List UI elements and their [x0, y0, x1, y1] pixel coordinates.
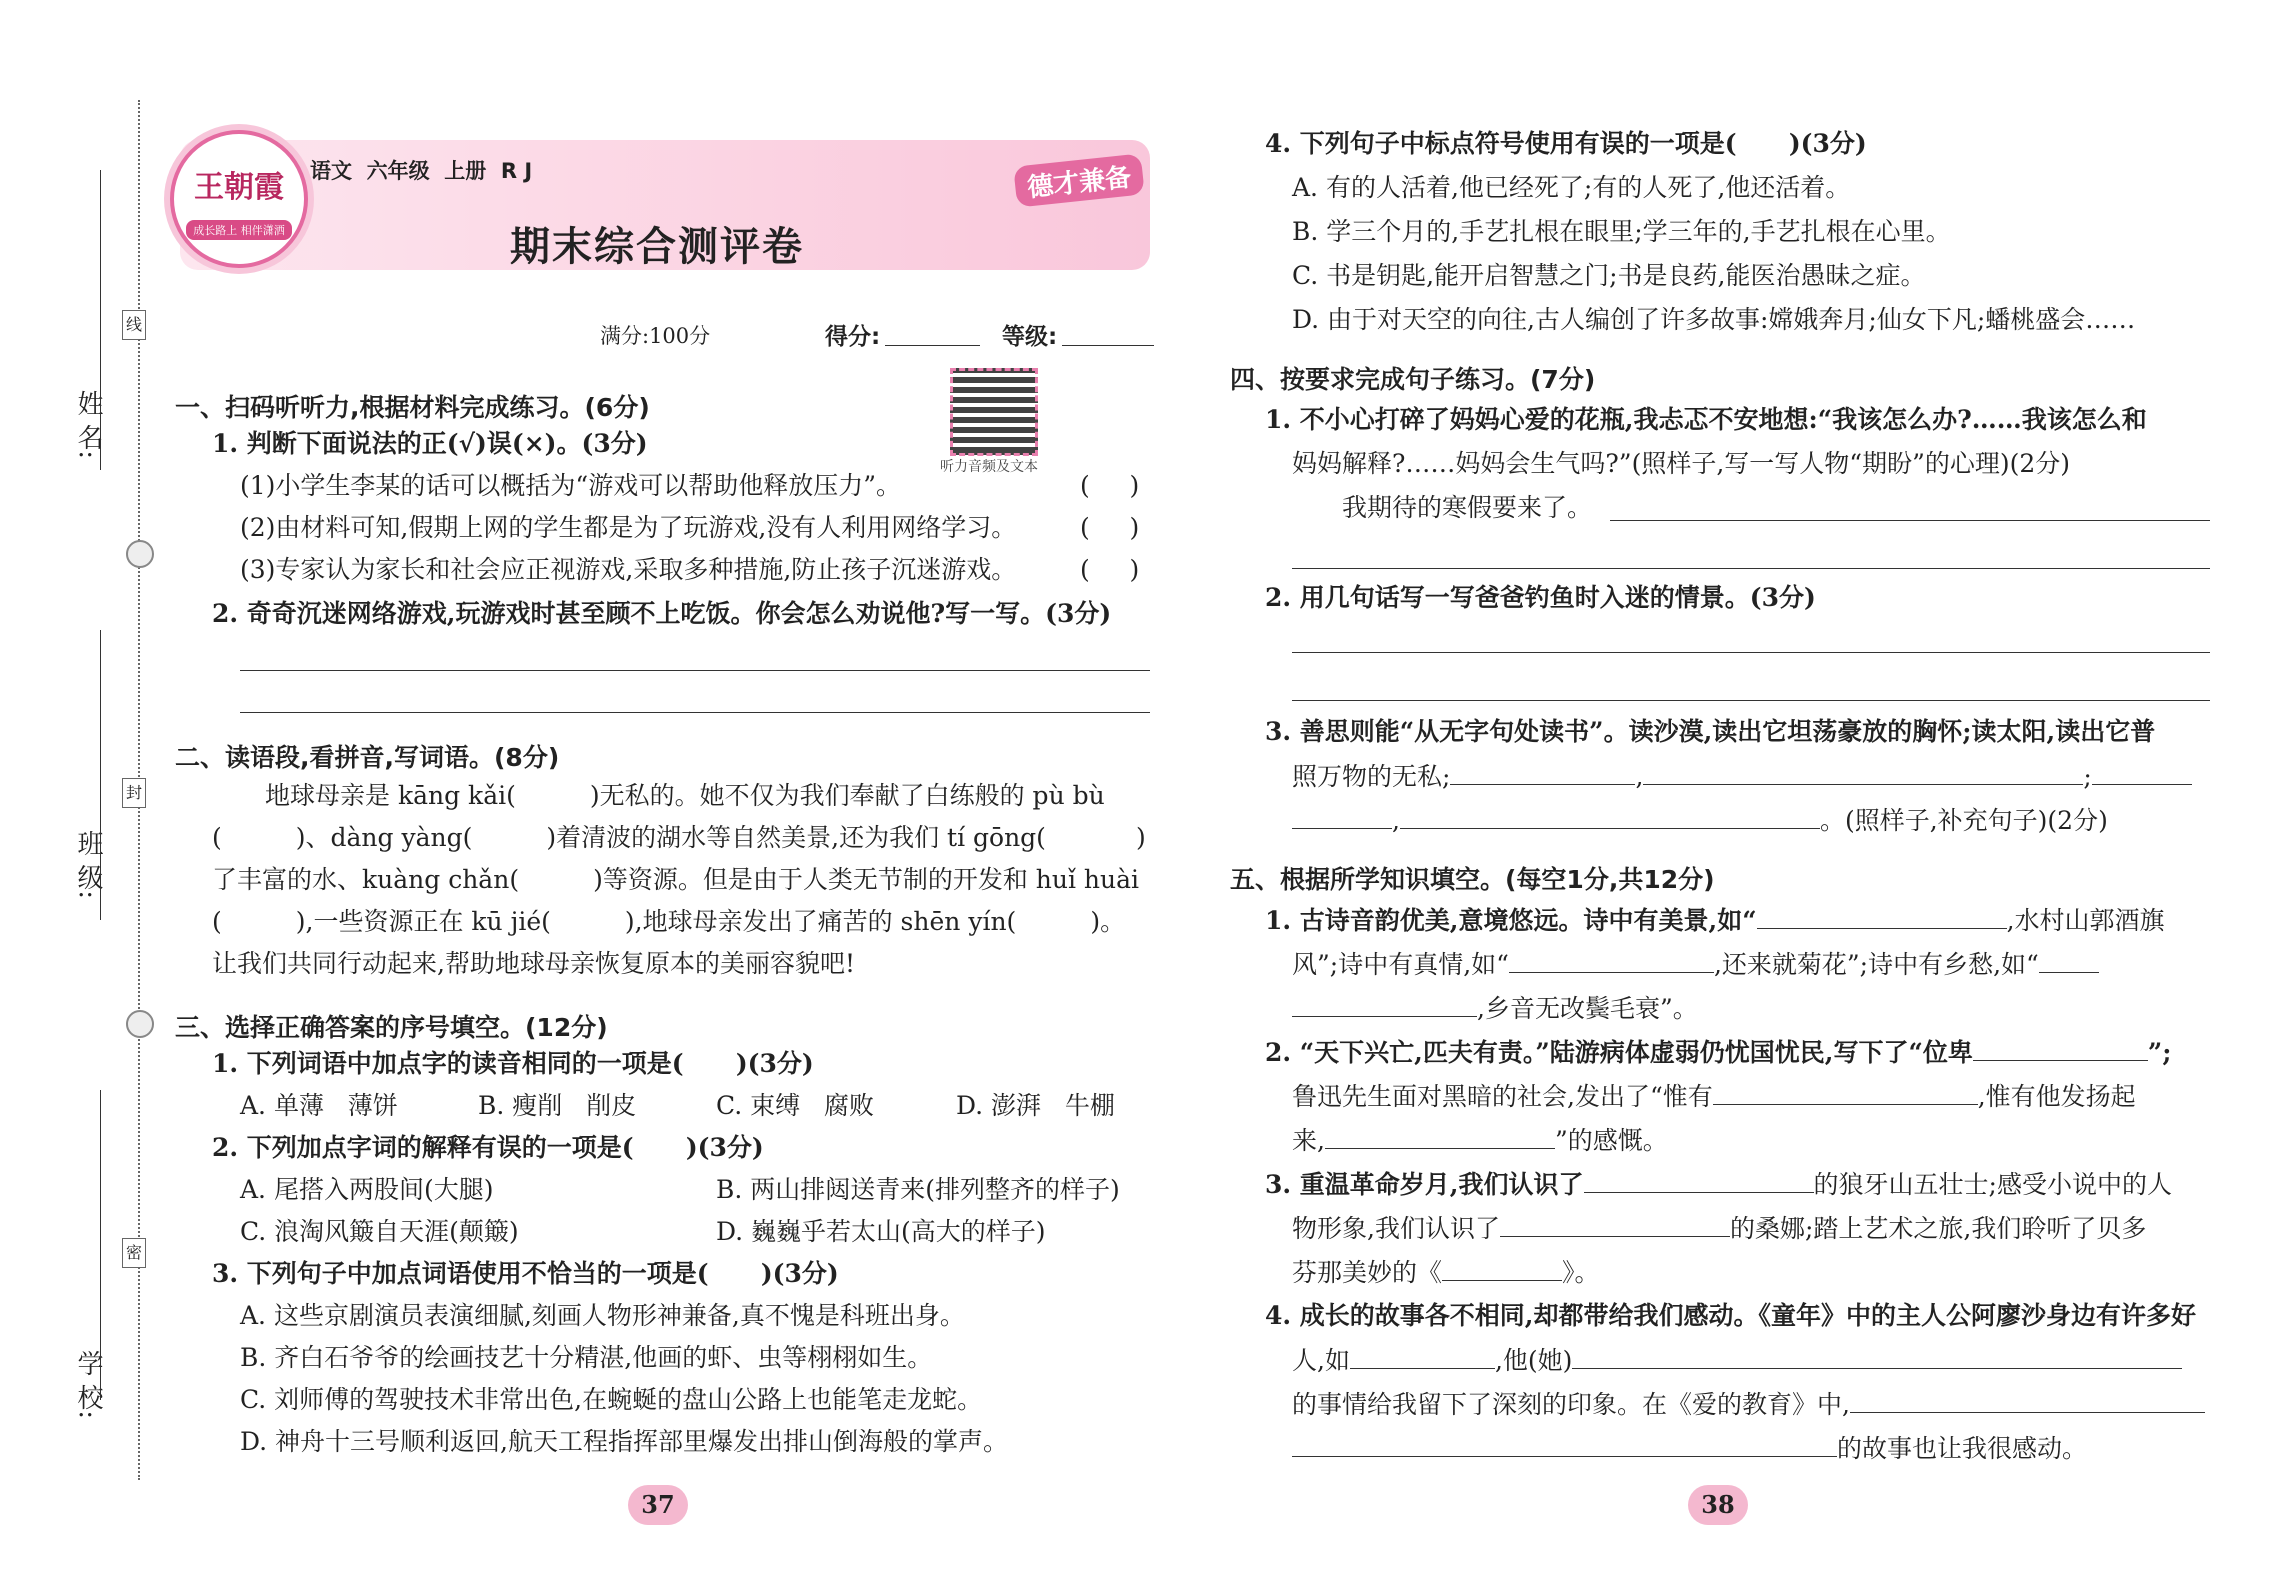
s5-blank[interactable] [1509, 948, 1714, 973]
s3-q3: 3. 下列句子中加点词语使用不恰当的一项是( )(3分) [212, 1259, 839, 1288]
s5-blank[interactable] [1500, 1212, 1730, 1237]
s5-q2-line-2 [1292, 1080, 2136, 1113]
s2-line-3 [212, 864, 1139, 896]
logo-motto: 成长路上 相伴潇洒 [186, 220, 292, 240]
class-line [100, 630, 101, 920]
s5-text: 来, [1292, 1126, 1325, 1155]
s1-answer-paren-2[interactable]: ( ) [1080, 513, 1140, 542]
grade-field[interactable] [1062, 345, 1154, 346]
section-3-title: 三、选择正确答案的序号填空。(12分) [175, 1013, 608, 1042]
s5-text: ”; [2147, 1038, 2172, 1067]
s5-q1-line-3 [1292, 992, 1698, 1025]
s3-q2-opt-d[interactable]: D. 巍巍乎若太山(高大的样子) [716, 1217, 1046, 1246]
s3-q4-opt-a[interactable]: A. 有的人活着,他已经死了;有的人死了,他还活着。 [1292, 173, 1851, 202]
s3-q3-opt-a[interactable]: A. 这些京剧演员表演细腻,刻画人物形神兼备,真不愧是科班出身。 [240, 1301, 965, 1330]
s2-line-1 [265, 780, 1105, 812]
s5-q1-line-2 [1292, 948, 2099, 981]
page-number-right: 38 [1688, 1485, 1748, 1525]
binding-hole-icon [126, 1010, 154, 1038]
school-line [100, 1090, 101, 1400]
section-4-title: 四、按要求完成句子练习。(7分) [1230, 365, 1596, 394]
s3-q2-opt-c[interactable]: C. 浪淘风簸自天涯(颠簸) [240, 1217, 519, 1246]
s5-text: ,还来就菊花”;诗中有乡愁,如“ [1713, 950, 2039, 979]
s4-text: , [1635, 762, 1644, 791]
s5-q2-line-3 [1292, 1124, 1668, 1157]
s2-text: )、dàng yàng( [295, 823, 473, 852]
s4-q2: 2. 用几句话写一写爸爸钓鱼时入迷的情景。(3分) [1265, 583, 1816, 612]
s5-q3-line-2 [1292, 1212, 2146, 1245]
s2-text: ),地球母亲发出了痛苦的 shēn yín( [624, 907, 1017, 936]
s3-q3-opt-d[interactable]: D. 神舟十三号顺利返回,航天工程指挥部里爆发出排山倒海般的掌声。 [240, 1427, 1008, 1456]
s2-text: )无私的。她不仅为我们奉献了白练般的 pù bù [589, 781, 1105, 810]
grade-label: 等级: [1002, 324, 1058, 350]
s4-q3-blank[interactable] [2092, 760, 2192, 785]
s4-q3-blank[interactable] [1643, 760, 2083, 785]
s4-q1-line-3: 我期待的寒假要来了。 [1342, 493, 1593, 522]
s5-text: 的桑娜;踏上艺术之旅,我们聆听了贝多 [1729, 1214, 2147, 1243]
seal-mi-box: 密 [122, 1238, 146, 1268]
s3-q1: 1. 下列词语中加点字的读音相同的一项是( )(3分) [212, 1049, 814, 1078]
section-2-title: 二、读语段,看拼音,写词语。(8分) [175, 743, 560, 772]
s1-q1: 1. 判断下面说法的正(√)误(×)。(3分) [212, 429, 648, 458]
s1-answer-paren-1[interactable]: ( ) [1080, 471, 1140, 500]
s5-text: 的故事也让我很感动。 [1837, 1434, 2088, 1463]
s2-text: ) [1135, 823, 1146, 852]
qr-caption: 听力音频及文本 [940, 459, 1038, 475]
s5-q4-line-2 [1292, 1344, 2182, 1377]
s1-q2-answer-line-2[interactable] [240, 712, 1150, 713]
s1-item-1: (1)小学生李某的话可以概括为“游戏可以帮助他释放压力”。 [240, 471, 901, 500]
s2-text: 了丰富的水、kuàng chǎn( [212, 865, 520, 894]
s3-q2-opt-a[interactable]: A. 尾搭入两股间(大腿) [240, 1175, 494, 1204]
seal-line-box: 线 [122, 310, 146, 340]
s2-text: )等资源。但是由于人类无节制的开发和 huǐ huài [593, 865, 1140, 894]
s5-text: 物形象,我们认识了 [1292, 1214, 1500, 1243]
s1-answer-paren-3[interactable]: ( ) [1080, 555, 1140, 584]
s4-q1-answer-line-2[interactable] [1292, 568, 2210, 569]
s5-blank[interactable] [1572, 1344, 2182, 1369]
s3-q1-opt-b[interactable]: B. 瘦削 削皮 [478, 1091, 637, 1120]
s4-q1-answer-line-1[interactable] [1610, 520, 2210, 521]
s4-text: , [1392, 806, 1400, 835]
s4-q3-line-3 [1292, 804, 2108, 837]
binding-hole-icon [126, 540, 154, 568]
s2-text: ( [212, 823, 222, 852]
s2-line-4 [212, 906, 1125, 938]
s5-q3-line-1 [1265, 1168, 2172, 1201]
logo-text: 王朝霞 [194, 170, 284, 205]
s3-q4-opt-c[interactable]: C. 书是钥匙,能开启智慧之门;书是良药,能医治愚昧之症。 [1292, 261, 1926, 290]
s5-blank[interactable] [1325, 1124, 1555, 1149]
s5-text: 1. 古诗音韵优美,意境悠远。诗中有美景,如“ [1265, 906, 1757, 935]
s5-blank[interactable] [1584, 1168, 1814, 1193]
s5-text: ,他(她) [1494, 1346, 1573, 1375]
s5-text: ”的感慨。 [1554, 1126, 1668, 1155]
section-1-title: 一、扫码听听力,根据材料完成练习。(6分) [175, 393, 650, 422]
s5-text: ,乡音无改鬓毛衰”。 [1477, 994, 1698, 1023]
s5-blank[interactable] [1350, 1344, 1495, 1369]
s5-text: 3. 重温革命岁月,我们认识了 [1265, 1170, 1584, 1199]
s1-item-3: (3)专家认为家长和社会应正视游戏,采取多种措施,防止孩子沉迷游戏。 [240, 555, 1017, 584]
section-5-title: 五、根据所学知识填空。(每空1分,共12分) [1230, 865, 1715, 894]
s4-text: ; [2083, 762, 2092, 791]
s4-q1-line-2: 妈妈解释?……妈妈会生气吗?”(照样子,写一写人物“期盼”的心理)(2分) [1292, 449, 2071, 478]
s5-text: 人,如 [1292, 1346, 1350, 1375]
s3-q1-opt-d[interactable]: D. 澎湃 牛棚 [956, 1091, 1115, 1120]
s5-blank[interactable] [1757, 904, 2007, 929]
s3-q2: 2. 下列加点字词的解释有误的一项是( )(3分) [212, 1133, 764, 1162]
s2-text: ( [212, 907, 222, 936]
s2-line-2 [212, 822, 1146, 854]
s5-text: 的狼牙山五壮士;感受小说中的人 [1813, 1170, 2172, 1199]
s3-q1-opt-c[interactable]: C. 束缚 腐败 [716, 1091, 874, 1120]
s3-q1-opt-a[interactable]: A. 单薄 薄饼 [240, 1091, 398, 1120]
s4-q3-line-2 [1292, 760, 2192, 793]
name-label: 姓 名: [73, 390, 103, 460]
s5-blank[interactable] [1442, 1256, 1562, 1281]
s5-text: 鲁迅先生面对黑暗的社会,发出了“惟有 [1292, 1082, 1713, 1111]
s5-q3-line-3 [1292, 1256, 1600, 1289]
s4-q3-blank[interactable] [1450, 760, 1635, 785]
s3-q4-opt-b[interactable]: B. 学三个月的,手艺扎根在眼里;学三年的,手艺扎根在心里。 [1292, 217, 1951, 246]
s3-q3-opt-b[interactable]: B. 齐白石爷爷的绘画技艺十分精湛,他画的虾、虫等栩栩如生。 [240, 1343, 933, 1372]
s4-q2-answer-line-2[interactable] [1292, 700, 2210, 701]
s3-q3-opt-c[interactable]: C. 刘师傅的驾驶技术非常出色,在蜿蜒的盘山公路上也能笔走龙蛇。 [240, 1385, 983, 1414]
s5-text: ,惟有他发扬起 [1977, 1082, 2136, 1111]
page-number-left: 37 [628, 1485, 688, 1525]
s2-text: )着清波的湖水等自然美景,还为我们 tí gōng( [546, 823, 1046, 852]
s5-blank[interactable] [1850, 1388, 2205, 1413]
s5-text: 的事情给我留下了深刻的印象。在《爱的教育》中, [1292, 1390, 1850, 1419]
s5-q1-line-1 [1265, 904, 2165, 937]
s4-text: 。(照样子,补充句子)(2分) [1819, 806, 2108, 835]
s5-blank[interactable] [1292, 1432, 1837, 1457]
s1-q2: 2. 奇奇沉迷网络游戏,玩游戏时甚至顾不上吃饭。你会怎么劝说他?写一写。(3分) [212, 599, 1112, 628]
logo [170, 130, 308, 268]
page-title: 期末综合测评卷 [510, 224, 804, 270]
s1-q2-answer-line-1[interactable] [240, 670, 1150, 671]
s2-text: 地球母亲是 kāng kǎi( [265, 781, 516, 810]
subject-meta: 语文 六年级 上册 R J [310, 159, 533, 183]
seal-feng-box: 封 [122, 778, 146, 808]
s3-q2-opt-b[interactable]: B. 两山排闼送青来(排列整齐的样子) [716, 1175, 1120, 1204]
badge: 德才兼备 [1013, 153, 1145, 207]
full-score: 满分:100分 [600, 324, 711, 348]
s5-blank[interactable] [2039, 948, 2099, 973]
s4-q1-line-1: 1. 不小心打碎了妈妈心爱的花瓶,我忐忑不安地想:“我该怎么办?……我该怎么和 [1265, 405, 2147, 434]
class-label: 班 级: [73, 830, 103, 900]
s5-text: 风”;诗中有真情,如“ [1292, 950, 1509, 979]
s5-q4-line-4 [1292, 1432, 2087, 1465]
s5-q4-line-1: 4. 成长的故事各不相同,却都带给我们感动。《童年》中的主人公阿廖沙身边有许多好 [1265, 1301, 2197, 1330]
s4-q3-line-1: 3. 善思则能“从无字句处读书”。读沙漠,读出它坦荡豪放的胸怀;读太阳,读出它普 [1265, 717, 2156, 746]
s2-line-5: 让我们共同行动起来,帮助地球母亲恢复原本的美丽容貌吧! [212, 949, 855, 978]
name-line [100, 170, 101, 470]
s3-q4-opt-d[interactable]: D. 由于对天空的向往,古人编创了许多故事:嫦娥奔月;仙女下凡;蟠桃盛会…… [1292, 305, 2136, 334]
s5-text: 芬那美妙的《 [1292, 1258, 1443, 1287]
s5-q2-line-1 [1265, 1036, 2171, 1069]
s5-text: 》。 [1562, 1258, 1600, 1287]
s5-blank[interactable] [1973, 1036, 2148, 1061]
s2-text: ),一些资源正在 kū jié( [295, 907, 551, 936]
s1-item-2: (2)由材料可知,假期上网的学生都是为了玩游戏,没有人利用网络学习。 [240, 513, 1017, 542]
s3-q4: 4. 下列句子中标点符号使用有误的一项是( )(3分) [1265, 129, 1867, 158]
score-field[interactable] [885, 345, 980, 346]
s4-text: 照万物的无私; [1292, 762, 1451, 791]
s4-q3-blank[interactable] [1292, 804, 1392, 829]
s5-q4-line-3 [1292, 1388, 2205, 1421]
qr-code-icon[interactable] [950, 368, 1038, 456]
s4-q3-blank[interactable] [1400, 804, 1820, 829]
score-label: 得分: [825, 324, 881, 350]
s5-blank[interactable] [1292, 992, 1477, 1017]
s4-q2-answer-line-1[interactable] [1292, 652, 2210, 653]
s2-text: )。 [1090, 907, 1126, 936]
s5-text: ,水村山郭酒旗 [2006, 906, 2165, 935]
school-label: 学 校: [73, 1350, 103, 1420]
s5-text: 2. “天下兴亡,匹夫有责。”陆游病体虚弱仍忧国忧民,写下了“位卑 [1265, 1038, 1973, 1067]
s5-blank[interactable] [1713, 1080, 1978, 1105]
